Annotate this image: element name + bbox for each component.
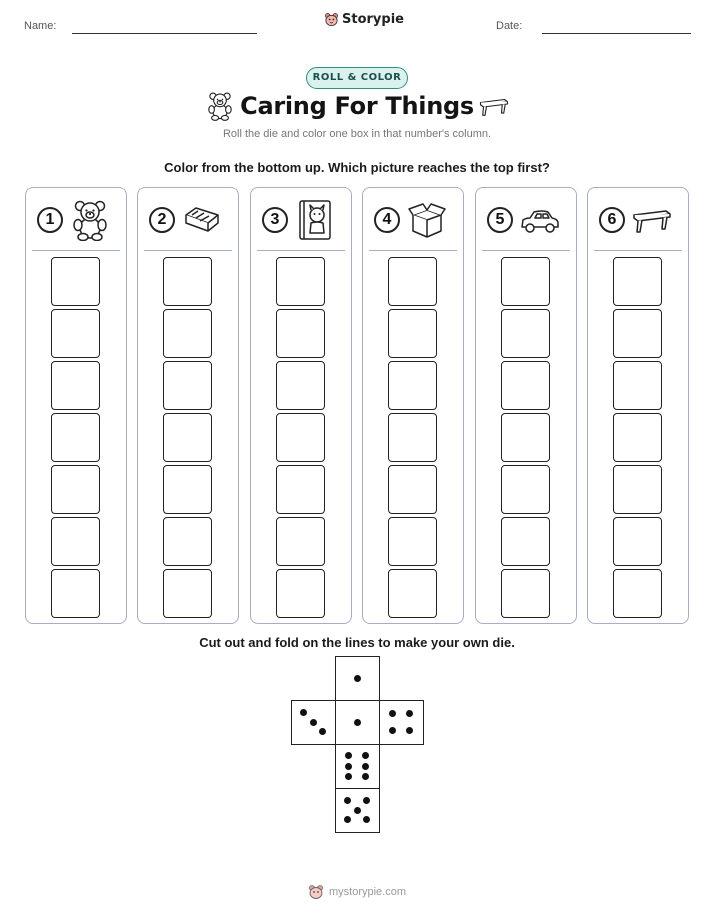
color-box[interactable] (276, 361, 325, 410)
name-label: Name: (24, 20, 57, 32)
column-divider (144, 250, 232, 251)
color-box[interactable] (613, 465, 662, 514)
footer-url: mystorypie.com (329, 886, 407, 898)
die-pip (389, 727, 396, 734)
color-box[interactable] (613, 517, 662, 566)
color-box[interactable] (613, 413, 662, 462)
die-pip (345, 763, 352, 770)
color-box[interactable] (501, 569, 550, 618)
die-pip (406, 727, 413, 734)
color-box[interactable] (276, 465, 325, 514)
column-5 (475, 187, 577, 624)
column-divider (32, 250, 120, 251)
die-pip (344, 816, 351, 823)
brand-logo (324, 12, 404, 27)
storypie-mascot-icon (308, 884, 324, 900)
column-divider (257, 250, 345, 251)
toy-car-icon (520, 199, 560, 241)
column-2 (137, 187, 239, 624)
die-face-1 (335, 700, 380, 745)
column-number: 4 (374, 207, 400, 233)
color-box[interactable] (51, 257, 100, 306)
column-number: 2 (149, 207, 175, 233)
color-box[interactable] (501, 413, 550, 462)
die-pip (354, 675, 361, 682)
color-box[interactable] (388, 569, 437, 618)
color-box[interactable] (163, 465, 212, 514)
bench-icon (632, 199, 672, 241)
column-1 (25, 187, 127, 624)
die-pip (362, 752, 369, 759)
die-pip (354, 807, 361, 814)
name-line[interactable] (72, 33, 257, 34)
color-box[interactable] (51, 569, 100, 618)
die-pip (319, 728, 326, 735)
die-instruction: Cut out and fold on the lines to make your own die. (199, 635, 515, 650)
color-box[interactable] (163, 361, 212, 410)
date-label: Date: (496, 20, 523, 32)
die-pip (345, 773, 352, 780)
column-divider (594, 250, 682, 251)
die-pip (300, 709, 307, 716)
die-pip (363, 816, 370, 823)
bench-icon (479, 96, 509, 118)
color-box[interactable] (388, 465, 437, 514)
footer (308, 884, 406, 900)
color-box[interactable] (163, 569, 212, 618)
date-line[interactable] (542, 33, 691, 34)
color-box[interactable] (388, 361, 437, 410)
column-number: 1 (37, 207, 63, 233)
color-box[interactable] (613, 361, 662, 410)
teddy-bear-icon (70, 199, 110, 241)
color-box[interactable] (51, 361, 100, 410)
color-box[interactable] (501, 517, 550, 566)
die-pip (363, 797, 370, 804)
picture-book-icon (295, 199, 335, 241)
die-face-1 (335, 656, 380, 701)
color-box[interactable] (388, 257, 437, 306)
die-pip (406, 710, 413, 717)
color-box[interactable] (388, 309, 437, 358)
color-box[interactable] (163, 413, 212, 462)
page-subtitle: Roll the die and color one box in that number's column. (222, 128, 492, 140)
die-pip (362, 763, 369, 770)
column-number: 3 (262, 207, 288, 233)
die-pip (354, 719, 361, 726)
color-box[interactable] (501, 465, 550, 514)
die-pip (344, 797, 351, 804)
color-box[interactable] (388, 517, 437, 566)
die-pip (362, 773, 369, 780)
column-number: 6 (599, 207, 625, 233)
color-box[interactable] (163, 309, 212, 358)
color-box[interactable] (613, 569, 662, 618)
color-box[interactable] (276, 309, 325, 358)
color-box[interactable] (163, 517, 212, 566)
color-box[interactable] (276, 517, 325, 566)
color-box[interactable] (51, 465, 100, 514)
column-instruction: Color from the bottom up. Which picture reaches the top first? (164, 160, 550, 175)
die-face-4 (379, 700, 424, 745)
brand-name: Storypie (342, 12, 404, 27)
color-box[interactable] (501, 309, 550, 358)
die-pip (345, 752, 352, 759)
column-number: 5 (487, 207, 513, 233)
column-6 (587, 187, 689, 624)
column-4 (362, 187, 464, 624)
column-divider (482, 250, 570, 251)
page-title: Caring For Things (240, 92, 474, 120)
column-3 (250, 187, 352, 624)
color-box[interactable] (51, 413, 100, 462)
die-face-6 (335, 744, 380, 789)
die-face-3 (291, 700, 336, 745)
activity-tag: ROLL & COLOR (306, 67, 408, 89)
color-box[interactable] (501, 361, 550, 410)
color-box[interactable] (51, 517, 100, 566)
cardboard-box-icon (407, 199, 447, 241)
color-box[interactable] (388, 413, 437, 462)
column-divider (369, 250, 457, 251)
soap-bar-icon (182, 199, 222, 241)
color-box[interactable] (613, 309, 662, 358)
color-box[interactable] (276, 569, 325, 618)
die-face-5 (335, 788, 380, 833)
color-box[interactable] (276, 413, 325, 462)
color-box[interactable] (501, 257, 550, 306)
storypie-mascot-icon (324, 12, 339, 27)
color-box[interactable] (276, 257, 325, 306)
color-box[interactable] (51, 309, 100, 358)
color-box[interactable] (613, 257, 662, 306)
color-box[interactable] (163, 257, 212, 306)
die-pip (389, 710, 396, 717)
die-pip (310, 719, 317, 726)
